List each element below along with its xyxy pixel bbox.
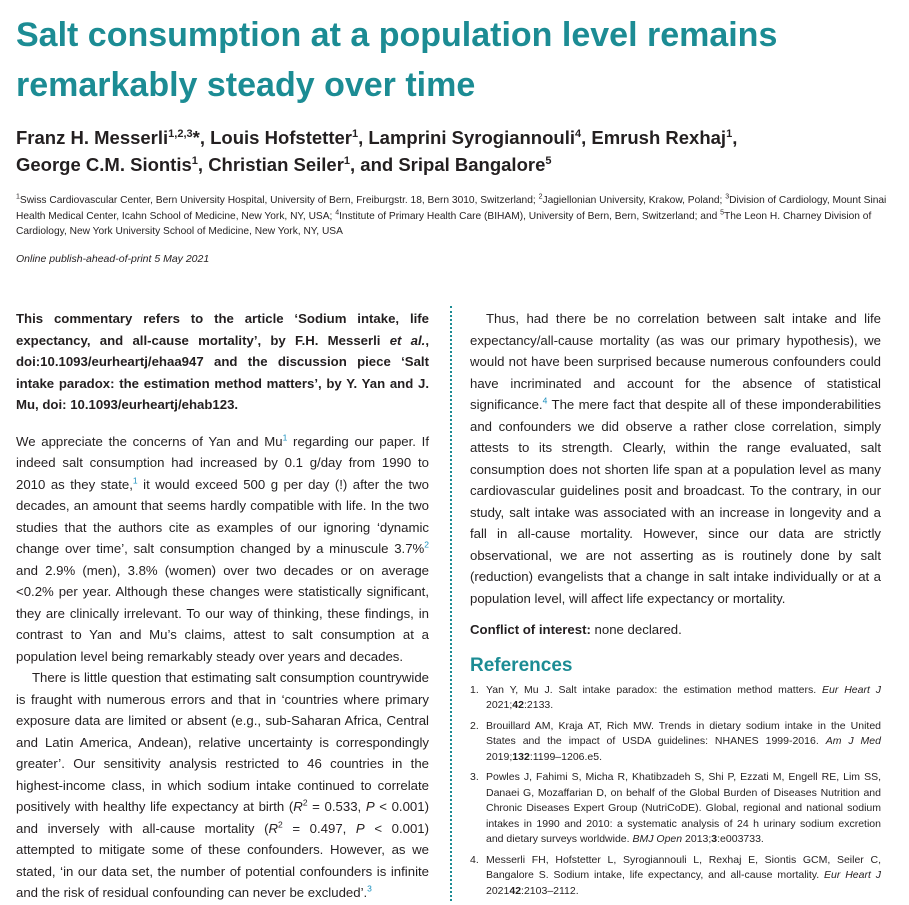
author[interactable]: Sripal Bangalore$^5$ — [398, 154, 552, 175]
citation-link[interactable]: 1 — [132, 475, 138, 486]
right-column — [470, 308, 881, 904]
author[interactable]: Louis Hofstetter$^1$ — [210, 127, 359, 148]
citation-link[interactable]: 3 — [367, 883, 372, 894]
author[interactable]: Franz H. Messerli$^{1,2,3}$* — [16, 127, 200, 148]
paragraph-2: There is little question that estimating salt consumption countrywide is fraught with numerous errors and that in ‘countries where primary exposure data are limited or absent (e.g., sub-Saharan Africa, Central and Latin America, Andean), relative uncertainty is correspondingly greater’. Our sensitivity analysis restricted to 46 countries in the highest-income class, in which sodium intake continued to correlate positively with healthy life expectancy at birth ($R^2 = 0.533$, P < 0.001) and inversely with all-cause mortality ($R^2 = 0.497$, P < 0.001) attempted to mitigate some of these confounders. However, as we stated, ‘in our data set, the number of potential confounders is infinite and the risk of residual confounding can never be excluded’.$^3$ — [16, 670, 430, 900]
references-heading: References — [470, 654, 573, 676]
author[interactable]: Lamprini Syrogiannouli$^4$ — [368, 127, 582, 148]
author[interactable]: Christian Seiler$^1$ — [208, 154, 351, 175]
citation-link[interactable]: 2 — [424, 539, 429, 550]
conflict-of-interest: Conflict of interest: none declared. — [470, 622, 682, 637]
paragraph-1: We appreciate the concerns of Yan and Mu$^1$ regarding our paper. If indeed salt consumption had increased by 0.1 g/day from 1990 to 2010 as they state,$^1$ it would exceed 500 g per day (!) after the two decades, an amount that seems hardly compatible with life. In the two studies that the authors cite as examples of our ignoring ‘dynamic change over time’, salt consumption changed by a minuscule 3.7%$^2$ and 2.9% (men), 3.8% (women) over two decades or on average <0.2% per year. Although these changes were statistically significant, they are clinically irrelevant. To our way of thinking, these findings, in contrast to Yan and Mu’s claims, attest to salt consumption at a population level being remarkably steady over years and decades. — [16, 432, 429, 664]
author[interactable]: George C.M. Siontis$^1$ — [16, 154, 198, 175]
intro-note: This commentary refers to the article ‘Sodium intake, life expectancy, and all-cause mortality’, by F.H. Messerli et al., doi:10.1093/eurheartj/ehaa947 and the discussion piece ‘Salt intake paradox: the estimation method matters’, by Y. Yan and J. Mu, doi: 10.1093/eurheartj/ehab123. — [16, 311, 429, 412]
citation-link[interactable]: 1 — [282, 432, 288, 443]
paragraph-3: Thus, had there be no correlation between salt intake and life expectancy/all-cause mortality (as was our primary hypothesis), we would not have been surprised because numerous confounders could have incriminated and account for the absence of statistical significance.$^4$ The mere fact that despite all of these imponderabilities and confounders we did observe a rather close correlation, simply attests to its strength. Clearly, within the range evaluated, salt consumption does not shorten life span at a population level as many cardiovascular guidelines posit and broadcast. To the contrary, in our study, salt intake was associated with an increase in longevity and a fall in all-cause mortality. However, since our data are strictly observational, we are not asserting as is routinely done by salt (reduction) evangelists that a change in salt intake individually or at a population level, will affect life expectancy or mortality. — [470, 311, 881, 606]
citation-link[interactable]: 4 — [542, 395, 548, 406]
reference-item: 1. Yan Y, Mu J. Salt intake paradox: the estimation method matters. Eur Heart J 2021;42:2133. — [470, 683, 881, 711]
reference-item: 2. Brouillard AM, Kraja AT, Rich MW. Trends in dietary sodium intake in the United States and the impact of USDA guidelines: NHANES 1999-2016. Am J Med 2019;132:1199–1206.e5. — [470, 719, 881, 763]
article-title: Salt consumption at a population level remains remarkably steady over time — [16, 16, 778, 104]
author[interactable]: Emrush Rexhaj$^1$ — [591, 127, 733, 148]
author-list: Franz H. Messerli$^{1,2,3}$*, Louis Hofstetter$^1$, Lamprini Syrogiannouli$^4$, Emrush Rexhaj$^1$, George C.M. Siontis$^1$, Christian Seiler$^1$, and Sripal Bangalore$^5$ — [16, 127, 738, 175]
publish-date: Online publish-ahead-of-print 5 May 2021 — [16, 253, 210, 265]
reference-item: 3. Powles J, Fahimi S, Micha R, Khatibzadeh S, Shi P, Ezzati M, Engell RE, Lim SS, Danaei G, Mozaffarian D, on behalf of the Global Burden of Diseases Nutrition and Chronic Diseases Expert Group (NutriCoDE). Global, regional and national sodium intakes in 1990 and 2010: a systematic analysis of 24 h urinary sodium excretion and dietary surveys worldwide. BMJ Open 2013;3:e003733. — [470, 771, 881, 845]
reference-item: 4. Messerli FH, Hofstetter L, Syrogiannouli L, Rexhaj E, Siontis GCM, Seiler C, Bangalore S. Sodium intake, life expectancy, and all-cause mortality. Eur Heart J 202142:2103–2112. — [470, 853, 882, 897]
column-divider — [450, 306, 452, 901]
left-column — [16, 308, 429, 904]
affiliations: $^1$Swiss Cardiovascular Center, Bern University Hospital, University of Bern, Freiburgstr. 18, Bern 3010, Switzerland; $^2$Jagiellonian University, Krakow, Poland; $^3$Division of Cardiology, Mount Sinai Health Medical Center, Icahn School of Medicine, New York, NY, USA; $^4$Institute of Primary Health Care (BIHAM), University of Bern, Bern, Switzerland; and $^5$The Leon H. Charney Division of Cardiology, New York University School of Medicine, New York, NY, USA — [16, 193, 887, 237]
